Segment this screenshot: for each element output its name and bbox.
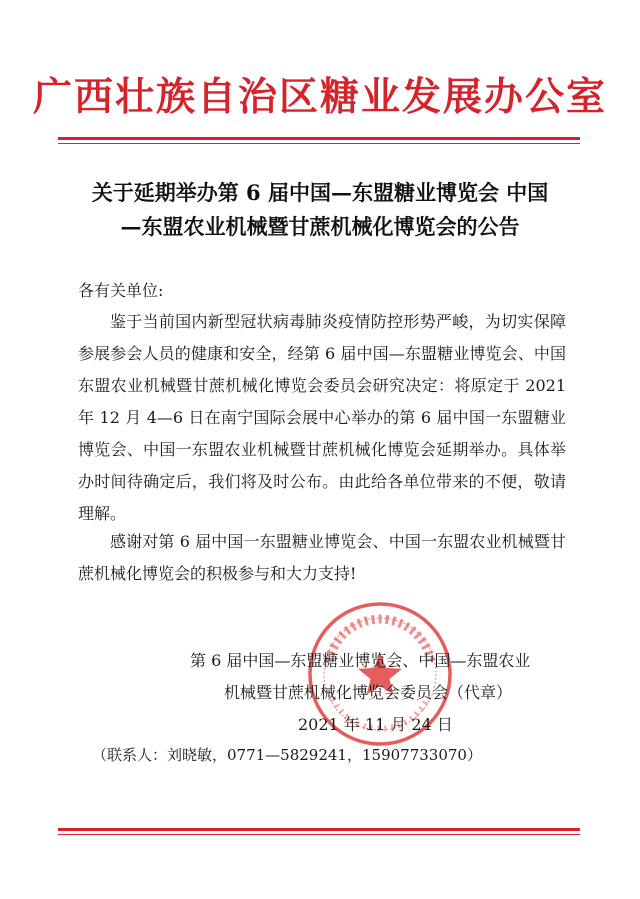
- salutation: 各有关单位:: [78, 281, 164, 300]
- signature-line-1: 第 6 届中国—东盟糖业博览会、中国—东盟农业: [190, 651, 531, 670]
- letterhead-title: 广西壮族自治区糖业发展办公室: [32, 74, 607, 120]
- body-paragraph-1: 鉴于当前国内新型冠状病毒肺炎疫情防控形势严峻，为切实保障参展参会人员的健康和安全，经第 6 届中国—东盟糖业博览会、中国东盟农业机械暨甘蔗机械化博览会委员会研究决定：将原定于 2021 年 12 月 4—6 日在南宁国际会展中心举办的第 6 届中国一东盟糖业博览会、中国一东盟农业机械暨甘蔗机械化博览会延期举办。具体举办时间待确定后，我们将及时公布。由此给各单位带来的不便，敬请理解。: [78, 312, 566, 523]
- announcement-title-line-2: —东盟农业机械暨甘蔗机械化博览会的公告: [120, 214, 520, 239]
- signature-line-2: 机械暨甘蔗机械化博览会委员会（代章）: [224, 683, 513, 702]
- body-paragraph-2: 感谢对第 6 届中国一东盟糖业博览会、中国一东盟农业机械暨甘蔗机械化博览会的积极参与和大力支持!: [78, 532, 566, 583]
- letterhead-rule-thick: [58, 137, 580, 140]
- footer-rule-thin: [58, 834, 580, 835]
- contact-info: （联系人：刘晓敏，0771—5829241，15907733070）: [92, 746, 482, 764]
- letterhead-rule-thin: [58, 143, 580, 144]
- footer-rule-thick: [58, 828, 580, 831]
- signature-date: 2021 年 11 月 24 日: [298, 715, 453, 734]
- announcement-title-line-1: 关于延期举办第 6 届中国—东盟糖业博览会 中国: [91, 180, 549, 205]
- announcement-title: [70, 176, 570, 244]
